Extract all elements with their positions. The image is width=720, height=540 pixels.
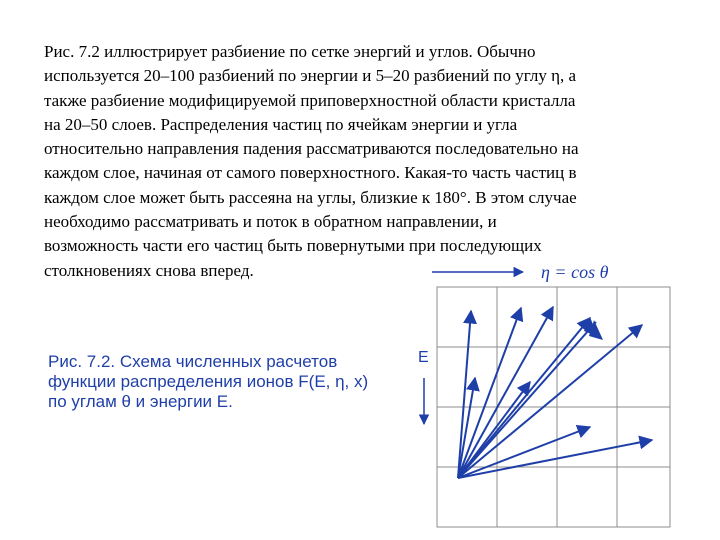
paragraph-line: каждом слое может быть рассеяна на углы, близкие к 180°. В этом случае <box>44 187 577 207</box>
paragraph-line: необходимо рассматривать и поток в обратном направлении, и <box>44 212 497 232</box>
eta-axis-label: η = cos θ <box>541 262 609 282</box>
grid <box>437 287 670 527</box>
caption-line: функции распределения ионов F(E, η, x) <box>48 372 369 391</box>
paragraph-line: также разбиение модифицируемой приповерхностной области кристалла <box>44 90 576 110</box>
energy-axis-label: E <box>418 349 429 366</box>
arrow <box>458 318 590 478</box>
caption-line: по углам θ и энергии E. <box>48 392 233 411</box>
paragraph-line: Рис. 7.2 иллюстрирует разбиение по сетке энергий и углов. Обычно <box>44 42 536 61</box>
scattering-arrows <box>458 307 652 478</box>
caption-line: Рис. 7.2. Схема численных расчетов <box>48 352 338 371</box>
arrow <box>458 311 471 478</box>
paragraph-line: на 20–50 слоев. Распределения частиц по ячейкам энергии и угла <box>44 114 518 134</box>
paragraph-line: возможность части его частиц быть повернутыми при последующих <box>44 236 542 256</box>
paragraph-line: относительно направления падения рассматриваются последовательно на <box>44 139 579 159</box>
paragraph-line: используется 20–100 разбиений по энергии и 5–20 разбиений по углу η, а <box>44 66 577 86</box>
paragraph-line: столкновениях снова вперед. <box>44 260 254 280</box>
paragraph-line: каждом слое, начиная от самого поверхностного. Какая-то часть частиц в <box>44 163 577 183</box>
